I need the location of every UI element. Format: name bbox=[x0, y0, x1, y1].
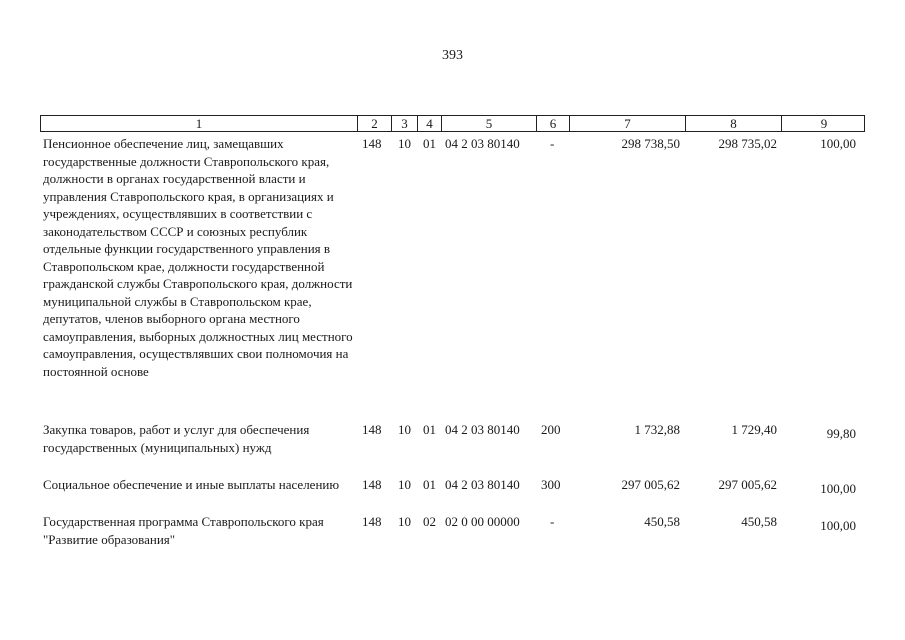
row-col6: 200 bbox=[541, 422, 561, 437]
row-col6: - bbox=[550, 514, 555, 529]
column-header-1: 1 bbox=[41, 116, 358, 131]
row-col4: 01 bbox=[423, 422, 436, 437]
row-col6: 300 bbox=[541, 477, 561, 492]
row-name: Государственная программа Ставропольского края "Развитие образования" bbox=[43, 514, 324, 547]
column-header-7: 7 bbox=[570, 116, 686, 131]
row-col8: 298 735,02 bbox=[718, 136, 777, 151]
column-header-8: 8 bbox=[686, 116, 782, 131]
row-col5: 02 0 00 00000 bbox=[445, 514, 520, 529]
column-header-row bbox=[40, 115, 865, 132]
column-header-9: 9 bbox=[820, 116, 828, 131]
row-col5: 04 2 03 80140 bbox=[445, 136, 520, 151]
row-col5: 04 2 03 80140 bbox=[445, 422, 520, 437]
row-col2: 148 bbox=[362, 136, 382, 151]
row-col5: 04 2 03 80140 bbox=[445, 477, 520, 492]
column-header-4: 4 bbox=[418, 116, 442, 131]
row-name: Пенсионное обеспечение лиц, замещавших государственные должности Ставропольского края, должности в органах государственной власти и управления Ставропольского края, в организациях и учреждениях, осуществлявших в соответствии с законодательством СССР и союзных республик отдельные функции государственного управления в Ставропольском крае, должности государственной гражданской службы Ставропольского края, должности муниципальной службы в Ставропольском крае, депутатов, членов выборного органа местного самоуправления, выборных должностных лиц местного самоуправления, осуществлявших свои полномочия на постоянной основе bbox=[43, 136, 353, 379]
row-col4: 02 bbox=[423, 514, 436, 529]
row-col9: 99,80 bbox=[826, 426, 856, 441]
row-col6: - bbox=[550, 136, 555, 151]
row-col3: 10 bbox=[398, 136, 411, 151]
row-col2: 148 bbox=[362, 422, 382, 437]
column-header-6: 6 bbox=[537, 116, 570, 131]
row-col7: 450,58 bbox=[644, 514, 680, 529]
row-col3: 10 bbox=[398, 422, 411, 437]
row-col3: 10 bbox=[398, 514, 411, 529]
column-header-3: 3 bbox=[392, 116, 418, 131]
row-col3: 10 bbox=[398, 477, 411, 492]
row-col8: 297 005,62 bbox=[718, 477, 777, 492]
row-col2: 148 bbox=[362, 477, 382, 492]
row-col8: 450,58 bbox=[741, 514, 777, 529]
page-number: 393 bbox=[442, 48, 463, 63]
row-col4: 01 bbox=[423, 477, 436, 492]
column-header-5: 5 bbox=[442, 116, 537, 131]
row-col7: 297 005,62 bbox=[621, 477, 680, 492]
row-name: Закупка товаров, работ и услуг для обеспечения государственных (муниципальных) нужд bbox=[43, 422, 310, 455]
row-col9: 100,00 bbox=[820, 481, 856, 496]
row-col8: 1 729,40 bbox=[731, 422, 777, 437]
row-col7: 298 738,50 bbox=[621, 136, 680, 151]
column-header-2: 2 bbox=[358, 116, 392, 131]
row-col9: 100,00 bbox=[820, 136, 856, 151]
row-col4: 01 bbox=[423, 136, 436, 151]
row-col2: 148 bbox=[362, 514, 382, 529]
row-col7: 1 732,88 bbox=[634, 422, 680, 437]
row-name: Социальное обеспечение и иные выплаты населению bbox=[43, 477, 340, 492]
row-col9: 100,00 bbox=[820, 518, 856, 533]
